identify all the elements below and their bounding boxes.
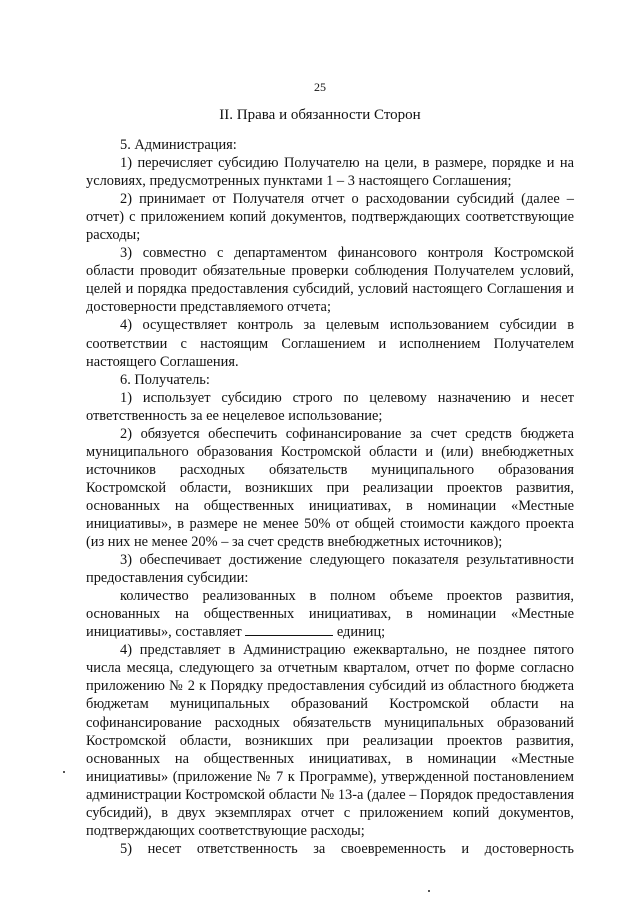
paragraph-6-5: 5) несет ответственность за своевременность и достоверность — [120, 840, 574, 857]
scan-speck — [428, 890, 430, 892]
indicator-paragraph — [86, 587, 574, 641]
paragraph-5-1: 1) перечисляет субсидию Получателю на цели, в размере, порядке и на условиях, предусмотренных пунктами 1 – 3 настоящего Соглашения; — [86, 155, 574, 190]
indicator-text: количество реализованных в полном объеме проектов развития, основанных на общественных инициативах, в номинации «Местные инициативы», составляет — [86, 588, 574, 641]
paragraph-5-2: 2) принимает от Получателя отчет о расходовании субсидий (далее – отчет) с приложением копий документов, подтверждающих соответствующие расходы; — [86, 191, 574, 244]
page-number: 25 — [314, 80, 326, 94]
section-title: II. Права и обязанности Сторон — [219, 107, 421, 123]
paragraph-6-2: 2) обязуется обеспечить софинансирование за счет средств бюджета муниципального образования Костромской области и (или) внебюджетных источников расходных обязательств муниципального образования Костромской области, возникших при реализации проектов развития, основанных на общественных инициативах, в номинации «Местные инициативы», в размере не менее 50% от общей стоимости каждого проекта (из них не менее 20% – за счет средств внебюджетных источников); — [86, 425, 574, 551]
indicator-blank-field — [245, 623, 333, 636]
paragraph-6-4: 4) представляет в Администрацию ежеквартально, не позднее пятого числа месяца, следующего за отчетным кварталом, отчет по форме согласно приложению № 2 к Порядку предоставления субсидий из областного бюджета бюджетам муниципальных образований Костромской области на софинансирование расходных обязательств муниципальных образований Костромской области, возникших при реализации проектов развития, основанных на общественных инициативах, в номинации «Местные инициативы» (приложение № 7 к Программе), утвержденной постановлением администрации Костромской области № 13-а (далее – Порядок предоставления субсидий), в двух экземплярах отчет с приложением копий документов, подтверждающих соответствующие расходы; — [86, 642, 574, 839]
paragraph-6-recipient: 6. Получатель: — [120, 371, 210, 388]
paragraph-5-3: 3) совместно с департаментом финансового контроля Костромской области проводит обязательные проверки соблюдения Получателем условий, целей и порядка предоставления субсидий, условий настоящего Соглашения и достоверности представляемого отчета; — [86, 245, 574, 316]
document-body — [86, 136, 574, 858]
paragraph-5-4: 4) осуществляет контроль за целевым использованием субсидии в соответствии с настоящим Соглашением и исполнением Получателем настоящего Соглашения. — [86, 317, 574, 370]
paragraph-6-3: 3) обеспечивает достижение следующего показателя результативности предоставления субсидии: — [86, 552, 574, 587]
scan-speck — [63, 771, 65, 773]
indicator-unit: единиц; — [336, 624, 386, 641]
paragraph-6-1: 1) использует субсидию строго по целевому назначению и несет ответственность за ее нецелевое использование; — [86, 389, 574, 424]
paragraph-5-administration: 5. Администрация: — [120, 137, 237, 153]
